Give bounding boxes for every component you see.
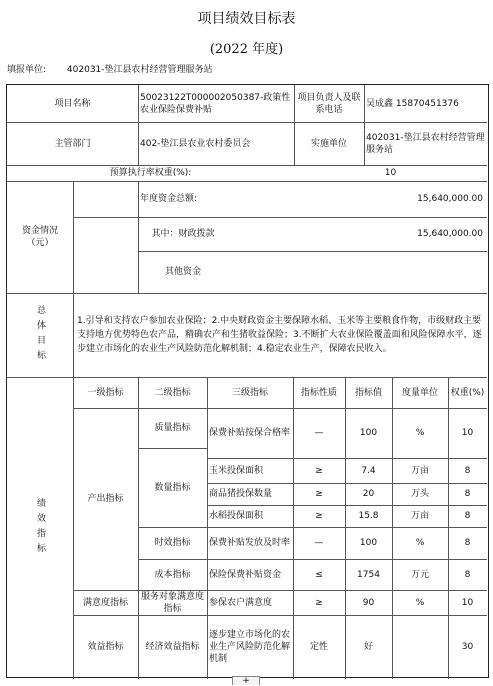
page-title: 项目绩效目标表 <box>197 11 296 27</box>
perf-row-value: 20 <box>362 489 375 499</box>
funds-other-value <box>298 251 487 293</box>
perf-header-l1: 一级指标 <box>87 387 124 398</box>
perf-row-nature: ≥ <box>315 465 323 476</box>
perf-header-l2: 二级指标 <box>154 387 191 398</box>
funds-fiscal-value: 15,640,000.00 <box>417 229 483 239</box>
perf-header-nature: 指标性质 <box>300 387 337 398</box>
dept-value: 402-垫江县农业农村委员会 <box>140 138 251 149</box>
perf-row-unit: % <box>415 538 425 548</box>
perf-l2-timeliness: 时效指标 <box>154 538 191 548</box>
perf-row-nature: — <box>314 428 324 438</box>
perf-row-value: 1754 <box>357 569 380 580</box>
perf-row-nature: ≤ <box>315 569 323 580</box>
perf-row-unit <box>392 615 448 679</box>
project-name-label: 项目名称 <box>54 98 91 109</box>
perf-row-nature: 定性 <box>309 642 328 652</box>
perf-header-weight: 权重(%) <box>450 387 485 398</box>
perf-row-unit: 万头 <box>410 489 429 499</box>
perf-row-weight: 10 <box>461 428 474 438</box>
funds-total-value: 15,640,000.00 <box>417 194 483 204</box>
funds-label: 资金情况（元） <box>21 226 58 248</box>
perf-row-l3: 参保农户满意度 <box>209 597 273 608</box>
funds-fiscal-label: 其中：财政拨款 <box>151 229 215 239</box>
perf-row-l3: 商品猪投保数量 <box>209 489 273 499</box>
perf-row-unit: 万元 <box>410 569 429 580</box>
owner-value: 吴成鑫 15870451376 <box>366 98 459 109</box>
perf-row-unit: % <box>415 428 425 438</box>
perf-row-value: 7.4 <box>361 465 376 476</box>
reporting-unit-value: 402031-垫江县农村经营管理服务站 <box>66 65 213 75</box>
perf-row-l3: 保费补贴按保合格率 <box>209 428 291 438</box>
owner-label: 项目负责人及联系电话 <box>297 92 361 115</box>
perf-row-unit: % <box>415 597 425 608</box>
perf-row-value: 90 <box>362 597 375 608</box>
perf-row-l3: 逐步建立市场化的农业生产风险防范化解机制 <box>209 630 291 664</box>
perf-label: 绩效指标 <box>35 498 45 558</box>
perf-l1-satisfaction: 满意度指标 <box>82 597 128 608</box>
perf-row-l3: 保费补贴发放及时率 <box>209 538 291 548</box>
perf-l2-quality: 质量指标 <box>154 423 191 433</box>
perf-row-value: 100 <box>359 538 378 548</box>
perf-header-unit: 度量单位 <box>401 387 438 398</box>
perf-row-weight: 8 <box>464 489 471 499</box>
perf-row-weight: 30 <box>461 642 474 652</box>
perf-l2-quantity: 数量指标 <box>154 482 191 493</box>
page-year: (2022 年度) <box>209 42 284 57</box>
funds-other-label: 其他资金 <box>164 267 201 277</box>
perf-header-l3: 三级指标 <box>231 387 268 398</box>
goal-text: 1.引导和支持农户参加农业保险；2.中央财政资金主要保障水稻、玉米等主要粮食作物，市级财政主要支持地方优势特色农产品，精确农产和生猪收益保险；3.不断扩大农业保险覆盖面和风险保障水平，逐步建立市场化的农业生产风险防范化解机制；4.稳定农业生产，保障农民收入。 <box>77 316 482 354</box>
goal-label: 总体目标 <box>35 305 45 365</box>
perf-row-weight: 8 <box>464 569 471 580</box>
perf-row-unit: 万亩 <box>410 511 429 521</box>
perf-l2-cost: 成本指标 <box>154 569 191 580</box>
perf-row-value: 100 <box>359 428 378 438</box>
weight-value: 10 <box>384 168 397 178</box>
project-name-value: 50023122T000002050387-政策性农业保险保费补贴 <box>140 92 291 115</box>
scroll-handle[interactable]: + <box>232 676 260 685</box>
perf-row-value: 好 <box>363 642 373 652</box>
perf-row-weight: 10 <box>461 597 474 608</box>
perf-row-value: 15.8 <box>358 511 379 521</box>
perf-row-weight: 8 <box>464 465 471 476</box>
perf-header-value: 指标值 <box>354 387 382 398</box>
perf-row-nature: — <box>314 538 324 548</box>
reporting-unit <box>7 62 231 75</box>
perf-l2-service-satisfaction: 服务对象满意度指标 <box>140 591 204 614</box>
perf-row-l3: 玉米投保面积 <box>209 465 264 476</box>
perf-l1-output: 产出指标 <box>87 494 124 504</box>
perf-row-l3: 保险保费补贴资金 <box>209 569 282 580</box>
exec-label: 实施单位 <box>310 138 347 149</box>
perf-l1-benefit: 效益指标 <box>87 642 124 652</box>
target-table <box>6 84 489 678</box>
reporting-unit-label: 填报单位: <box>7 65 47 75</box>
dept-label: 主管部门 <box>54 138 91 149</box>
perf-row-nature: ≥ <box>315 597 323 608</box>
weight-label: 预算执行率权重(%): <box>109 168 192 178</box>
perf-row-nature: ≥ <box>315 511 323 521</box>
perf-row-weight: 8 <box>464 511 471 521</box>
perf-row-unit: 万亩 <box>410 465 429 476</box>
perf-row-weight: 8 <box>464 538 471 548</box>
perf-row-nature: ≥ <box>315 489 323 499</box>
funds-total-label: 年度资金总额: <box>140 194 198 204</box>
perf-row-l3: 水稻投保面积 <box>209 511 264 521</box>
exec-value: 402031-垫江县农村经营管理服务站 <box>366 132 485 155</box>
perf-l2-economic-benefit: 经济效益指标 <box>145 642 200 652</box>
